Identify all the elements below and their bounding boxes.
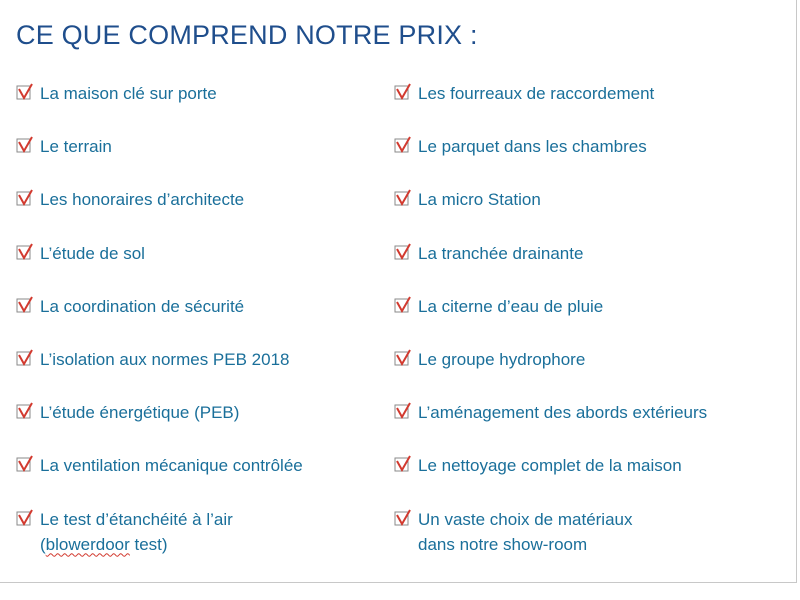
list-item xyxy=(16,454,303,507)
checkbox-check-icon xyxy=(394,83,412,101)
list-item xyxy=(16,295,303,348)
list-item-label: La coordination de sécurité xyxy=(40,296,245,316)
list-item xyxy=(394,508,707,561)
list-item-label: Le groupe hydrophore xyxy=(418,349,586,369)
checkbox-check-icon xyxy=(394,349,412,367)
list-item xyxy=(394,188,707,241)
checkbox-check-icon xyxy=(16,402,34,420)
list-item-label: Les fourreaux de raccordement xyxy=(418,84,655,103)
list-item-label: L’isolation aux normes PEB 2018 xyxy=(40,349,290,369)
list-item-text xyxy=(40,507,233,557)
list-item xyxy=(16,348,303,401)
checkbox-check-icon xyxy=(394,136,412,154)
checkbox-check-icon xyxy=(394,296,412,314)
list-item-label-line2 xyxy=(40,532,233,557)
list-item-label: L’étude de sol xyxy=(40,243,145,263)
list-item-label: Le parquet dans les chambres xyxy=(418,137,647,157)
list-item xyxy=(16,508,303,561)
list-item-label: Les honoraires d’architecte xyxy=(40,190,245,210)
list-item-label: La citerne d’eau de pluie xyxy=(418,296,604,316)
checkbox-check-icon xyxy=(16,296,34,314)
list-item-label: L’aménagement des abords extérieurs xyxy=(418,403,708,423)
line2-suffix: test) xyxy=(129,534,168,554)
spellcheck-word: blowerdoor xyxy=(45,534,130,554)
list-item-label: Le nettoyage complet de la maison xyxy=(418,456,682,476)
list-item-label: Le test d’étanchéité à l’air xyxy=(40,509,233,529)
list-item xyxy=(16,188,303,241)
checkbox-check-icon xyxy=(16,509,34,527)
paren-open: ( xyxy=(40,534,46,554)
checkbox-check-icon xyxy=(16,349,34,367)
right-column xyxy=(394,82,707,561)
list-item xyxy=(16,135,303,188)
left-column xyxy=(16,82,303,561)
list-item xyxy=(394,82,707,135)
list-item-label: La micro Station xyxy=(418,190,541,210)
checkbox-check-icon xyxy=(16,243,34,261)
list-item xyxy=(394,454,707,507)
list-item-label: La ventilation mécanique contrôlée xyxy=(40,456,303,476)
list-item xyxy=(16,401,303,454)
checkbox-check-icon xyxy=(394,189,412,207)
list-item-label-line2: dans notre show-room xyxy=(418,534,588,554)
page-title: CE QUE COMPREND NOTRE PRIX : xyxy=(16,20,478,50)
checkbox-check-icon xyxy=(394,402,412,420)
checkbox-check-icon xyxy=(16,189,34,207)
list-item-label: La tranchée drainante xyxy=(418,243,584,263)
list-item xyxy=(394,295,707,348)
list-item xyxy=(394,348,707,401)
checkbox-check-icon xyxy=(16,455,34,473)
checkbox-check-icon xyxy=(394,509,412,527)
checkbox-check-icon xyxy=(394,455,412,473)
list-item-label: Un vaste choix de matériaux xyxy=(418,509,633,529)
list-item xyxy=(16,82,303,135)
list-item xyxy=(394,135,707,188)
list-item-label: Le terrain xyxy=(40,137,112,157)
list-item xyxy=(16,242,303,295)
checkbox-check-icon xyxy=(16,83,34,101)
list-item-text xyxy=(418,507,633,557)
checkbox-check-icon xyxy=(16,136,34,154)
list-item xyxy=(394,242,707,295)
list-item xyxy=(394,401,707,454)
list-item-label: La maison clé sur porte xyxy=(40,84,217,103)
list-item-label: L’étude énergétique (PEB) xyxy=(40,403,240,423)
checkbox-check-icon xyxy=(394,243,412,261)
